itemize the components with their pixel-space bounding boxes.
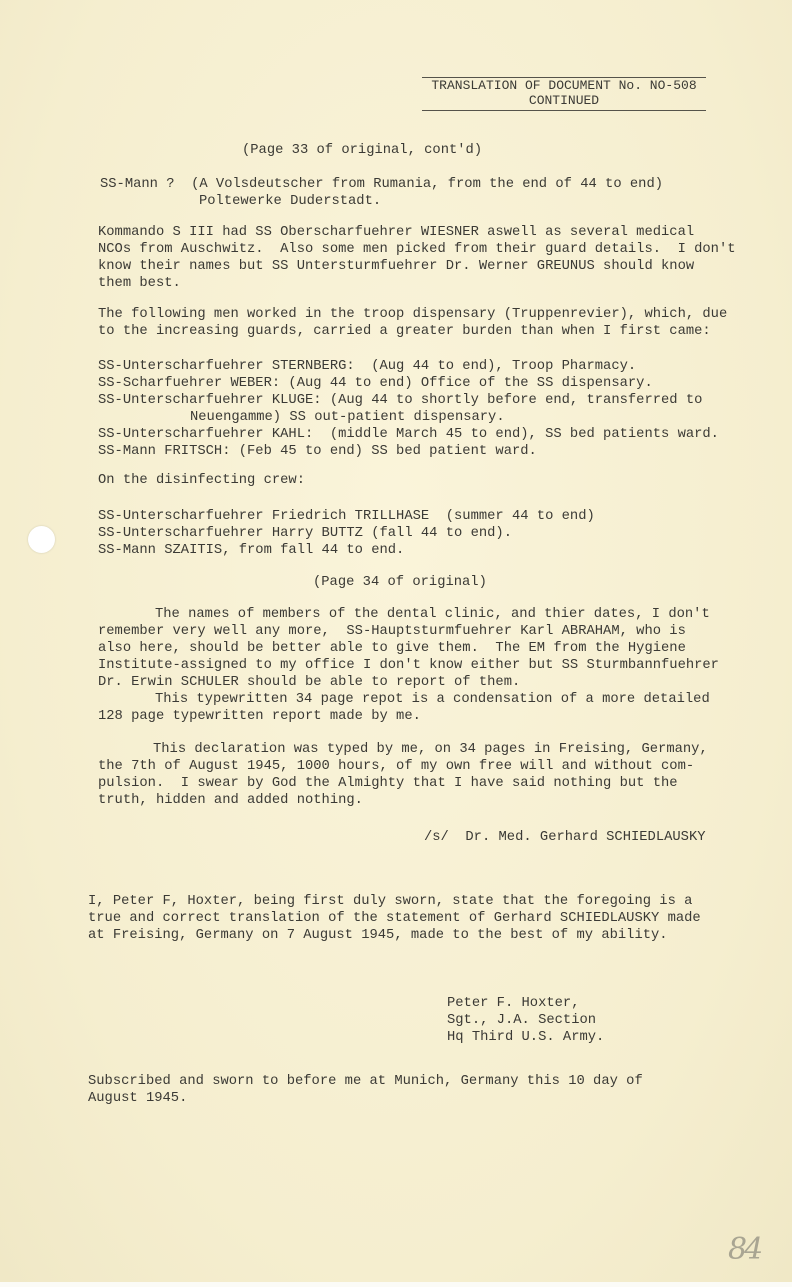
- page34-heading: (Page 34 of original): [313, 575, 487, 590]
- text-line: 128 page typewritten report made by me.: [98, 709, 421, 724]
- page33-heading: (Page 33 of original, cont'd): [242, 143, 483, 158]
- text-line: remember very well any more, SS-Hauptsturmfuehrer Karl ABRAHAM, who is: [98, 624, 686, 639]
- text-line: I, Peter F, Hoxter, being first duly sworn, state that the foregoing is a: [88, 894, 693, 909]
- text-line: the 7th of August 1945, 1000 hours, of my own free will and without com-: [98, 759, 695, 774]
- declarant-signature: /s/ Dr. Med. Gerhard SCHIEDLAUSKY: [424, 830, 706, 845]
- text-line: to the increasing guards, carried a greater burden than when I first came:: [98, 324, 711, 339]
- handwritten-page-number: 84: [728, 1232, 761, 1267]
- text-line: Kommando S III had SS Oberscharfuehrer WIESNER aswell as several medical: [98, 225, 695, 240]
- text-line: Subscribed and sworn to before me at Munich, Germany this 10 day of: [88, 1074, 643, 1089]
- disinfecting-crew-list: [98, 508, 595, 559]
- page-edge: [0, 1282, 792, 1287]
- subscribed-statement: [88, 1073, 643, 1107]
- text-line: August 1945.: [88, 1091, 188, 1106]
- text-line: truth, hidden and added nothing.: [98, 793, 363, 808]
- list-item: SS-Unterscharfuehrer STERNBERG: (Aug 44 to end), Troop Pharmacy.: [98, 359, 637, 374]
- following-paragraph: [98, 306, 727, 340]
- ss-mann-line2: Poltewerke Duderstadt.: [199, 194, 382, 209]
- list-item: SS-Mann FRITSCH: (Feb 45 to end) SS bed patient ward.: [98, 444, 537, 459]
- list-item-continuation: Neuengamme) SS out-patient dispensary.: [190, 410, 505, 425]
- list-item: SS-Unterscharfuehrer Harry BUTTZ (fall 44 to end).: [98, 526, 512, 541]
- disinfecting-heading: On the disinfecting crew:: [98, 473, 305, 488]
- text-line: true and correct translation of the statement of Gerhard SCHIEDLAUSKY made: [88, 911, 701, 926]
- ss-mann-line1: SS-Mann ? (A Volsdeutscher from Rumania, from the end of 44 to end): [100, 177, 664, 192]
- translator-statement: [88, 893, 701, 944]
- translator-signature-block: [447, 995, 604, 1046]
- text-line: Institute-assigned to my office I don't know either but SS Sturmbannfuehrer: [98, 658, 719, 673]
- text-line: also here, should be better able to give them. The EM from the Hygiene: [98, 641, 686, 656]
- translator-name: Peter F. Hoxter,: [447, 996, 580, 1011]
- declaration-paragraph: [98, 741, 708, 809]
- list-item: SS-Unterscharfuehrer Friedrich TRILLHASE (summer 44 to end): [98, 509, 595, 524]
- translator-rank: Sgt., J.A. Section: [447, 1013, 597, 1028]
- header-subtitle: CONTINUED: [528, 93, 600, 108]
- list-item: SS-Scharfuehrer WEBER: (Aug 44 to end) Office of the SS dispensary.: [98, 376, 653, 391]
- text-line: The following men worked in the troop dispensary (Truppenrevier), which, due: [98, 307, 728, 322]
- text-line: Dr. Erwin SCHULER should be able to report of them.: [98, 675, 521, 690]
- document-header: [422, 78, 706, 108]
- list-item: SS-Mann SZAITIS, from fall 44 to end.: [98, 543, 405, 558]
- text-line: pulsion. I swear by God the Almighty that I have said nothing but the: [98, 776, 678, 791]
- dispensary-staff-list: [98, 358, 719, 460]
- text-line: them best.: [98, 276, 181, 291]
- text-line: This declaration was typed by me, on 34 pages in Freising, Germany,: [153, 742, 708, 757]
- text-line: The names of members of the dental clinic, and thier dates, I don't: [155, 607, 710, 622]
- translator-unit: Hq Third U.S. Army.: [447, 1030, 605, 1045]
- dental-paragraph: [98, 606, 719, 725]
- list-item: SS-Unterscharfuehrer KAHL: (middle March 45 to end), SS bed patients ward.: [98, 427, 719, 442]
- text-line: NCOs from Auschwitz. Also some men picked from their guard details. I don't: [98, 242, 736, 257]
- text-line: know their names but SS Untersturmfuehrer Dr. Werner GREUNUS should know: [98, 259, 695, 274]
- punch-hole: [28, 526, 55, 553]
- text-line: at Freising, Germany on 7 August 1945, made to the best of my ability.: [88, 928, 668, 943]
- list-item: SS-Unterscharfuehrer KLUGE: (Aug 44 to shortly before end, transferred to: [98, 393, 703, 408]
- kommando-paragraph: [98, 224, 736, 292]
- header-bottom-rule: [422, 110, 706, 111]
- text-line: This typewritten 34 page repot is a condensation of a more detailed: [155, 692, 710, 707]
- header-title: TRANSLATION OF DOCUMENT No. NO-508: [431, 78, 697, 93]
